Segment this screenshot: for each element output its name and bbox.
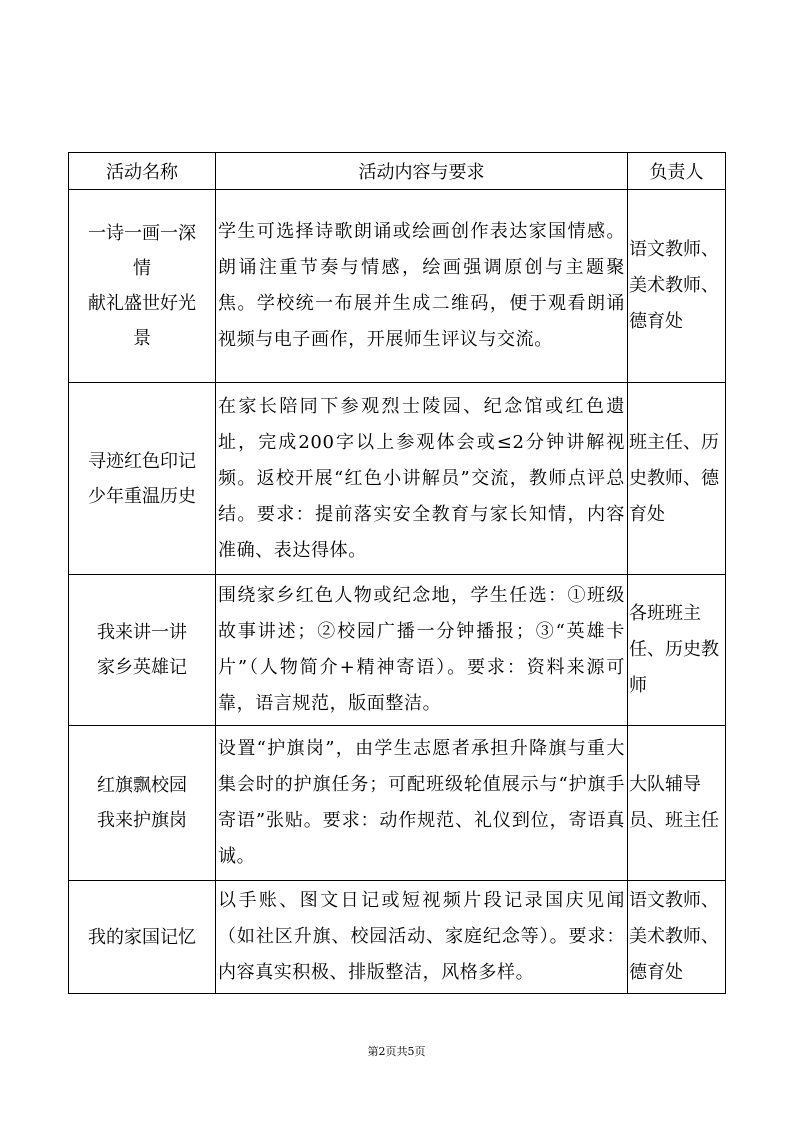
- activity-name-line: 我来护旗岗: [97, 810, 187, 831]
- activity-name-line: 红旗飘校园: [97, 775, 187, 796]
- activity-owner-cell: 语文教师、美术教师、德育处: [628, 190, 726, 383]
- activity-name-line: 情: [133, 258, 151, 279]
- activity-content-cell: 围绕家乡红色人物或纪念地，学生任选：①班级故事讲述；②校园广播一分钟播报；③“英雄卡片”（人物简介+精神寄语）。要求：资料来源可靠，语言规范，版面整洁。: [216, 575, 628, 726]
- activity-name-line: 一诗一画一深: [88, 223, 196, 244]
- table-row: [69, 190, 726, 383]
- activity-name-line: 献礼盛世好光: [88, 293, 196, 314]
- table-row: [69, 726, 726, 881]
- activity-name-line: 景: [133, 328, 151, 349]
- activity-name-line: 寻迹红色印记: [88, 450, 196, 472]
- activity-owner-cell: 各班班主任、历史教师: [628, 575, 726, 726]
- header-activity-content: 活动内容与要求: [216, 153, 628, 190]
- activity-owner-cell: 语文教师、美术教师、德育处: [628, 881, 726, 994]
- page-footer: 第2页共5页: [367, 1045, 426, 1058]
- activity-owner-cell: 班主任、历史教师、德育处: [628, 383, 726, 575]
- activity-content-cell: 学生可选择诗歌朗诵或绘画创作表达家国情感。朗诵注重节奏与情感，绘画强调原创与主题聚焦。学校统一布展并生成二维码，便于观看朗诵视频与电子画作，开展师生评议与交流。: [216, 190, 628, 383]
- activity-name-cell: [69, 726, 216, 881]
- activity-name-cell: [69, 881, 216, 994]
- activity-name-line: 我的家国记忆: [88, 926, 196, 948]
- activity-name-line: 我来讲一讲: [97, 622, 187, 643]
- table-row: [69, 575, 726, 726]
- header-owner: 负责人: [628, 153, 726, 190]
- activity-name-cell: [69, 190, 216, 383]
- activity-name-line: 家乡英雄记: [97, 657, 187, 678]
- activity-table: [68, 152, 726, 994]
- table-row: [69, 881, 726, 994]
- activity-name-line: 少年重温历史: [88, 485, 196, 507]
- activity-content-cell: 设置“护旗岗”，由学生志愿者承担升降旗与重大集会时的护旗任务；可配班级轮值展示与“护旗手寄语”张贴。要求：动作规范、礼仪到位，寄语真诚。: [216, 726, 628, 881]
- activity-content-cell: 在家长陪同下参观烈士陵园、纪念馆或红色遗址，完成200字以上参观体会或≤2分钟讲解视频。返校开展“红色小讲解员”交流，教师点评总结。要求：提前落实安全教育与家长知情，内容准确、表达得体。: [216, 383, 628, 575]
- activity-content-cell: 以手账、图文日记或短视频片段记录国庆见闻（如社区升旗、校园活动、家庭纪念等）。要求：内容真实积极、排版整洁，风格多样。: [216, 881, 628, 994]
- activity-name-cell: [69, 383, 216, 575]
- activity-owner-cell: 大队辅导员、班主任: [628, 726, 726, 881]
- activity-name-cell: [69, 575, 216, 726]
- header-activity-name: 活动名称: [69, 153, 216, 190]
- table-row: [69, 383, 726, 575]
- table-header-row: [69, 153, 726, 190]
